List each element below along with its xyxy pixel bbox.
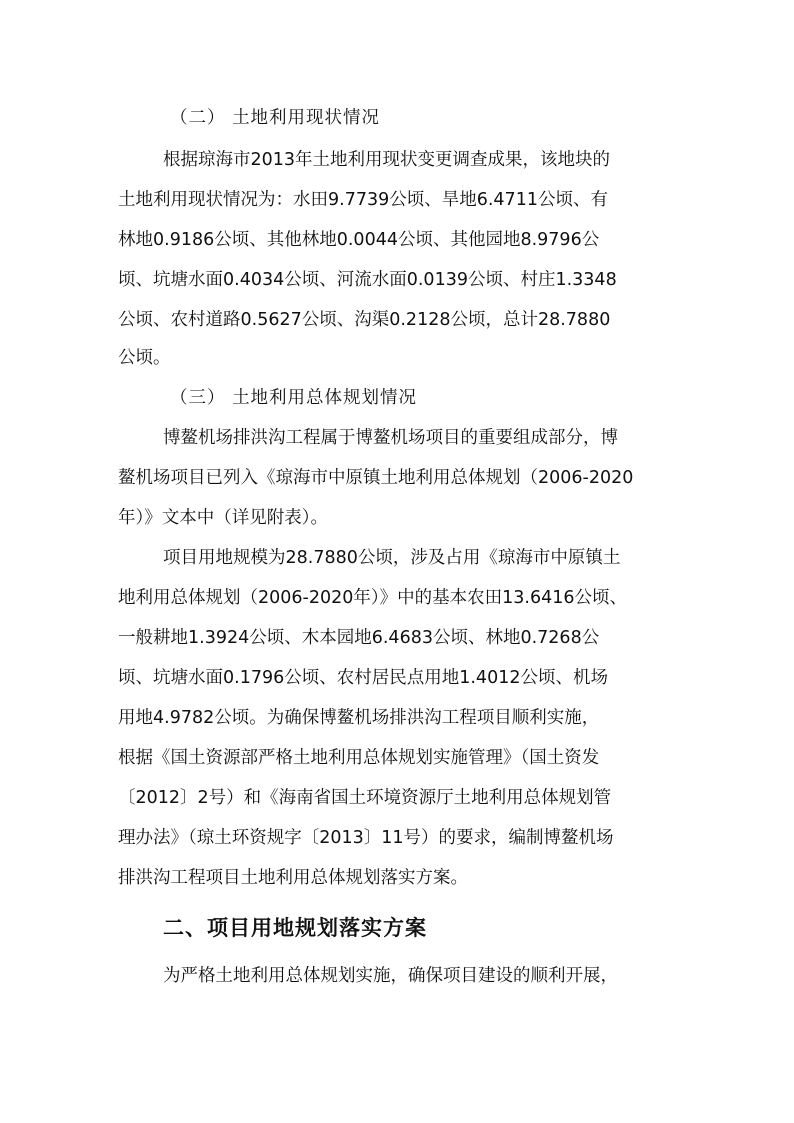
paragraph-line: 项目用地规模为28.7880公顷，涉及占用《琼海市中原镇土 — [163, 548, 621, 568]
section-heading-land-use-plan: （三） 土地利用总体规划情况 — [170, 388, 418, 408]
paragraph-line: 理办法》（琼土环资规字〔2013〕11号）的要求，编制博鳌机场 — [118, 828, 614, 848]
paragraph-line: 博鳌机场排洪沟工程属于博鳌机场项目的重要组成部分，博 — [163, 428, 618, 448]
chapter-heading: 二、项目用地规划落实方案 — [163, 916, 427, 940]
paragraph-line: 公顷。 — [118, 348, 171, 368]
paragraph-line: 地利用总体规划（2006-2020年）》中的基本农田13.6416公顷、 — [118, 588, 628, 608]
paragraph-line: 排洪沟工程项目土地利用总体规划落实方案。 — [118, 868, 468, 888]
paragraph-line: 用地4.9782公顷。为确保博鳌机场排洪沟工程项目顺利实施， — [118, 708, 600, 728]
paragraph-line: 林地0.9186公顷、其他林地0.0044公顷、其他园地8.9796公 — [118, 230, 600, 250]
paragraph-line: 为严格土地利用总体规划实施，确保项目建设的顺利开展， — [163, 966, 618, 986]
paragraph-line: 一般耕地1.3924公顷、木本园地6.4683公顷、林地0.7268公 — [118, 628, 600, 648]
paragraph-line: 顷、坑塘水面0.4034公顷、河流水面0.0139公顷、村庄1.3348 — [118, 270, 617, 290]
section-heading-land-use-status: （二） 土地利用现状情况 — [170, 108, 381, 128]
paragraph-line: 公顷、农村道路0.5627公顷、沟渠0.2128公顷，总计28.7880 — [118, 310, 611, 330]
paragraph-line: 〔2012〕2号）和《海南省国土环境资源厅土地利用总体规划管 — [118, 788, 612, 808]
paragraph-line: 鳌机场项目已列入《琼海市中原镇土地利用总体规划（2006-2020 — [118, 468, 634, 488]
paragraph-line: 顷、坑塘水面0.1796公顷、农村居民点用地1.4012公顷、机场 — [118, 668, 608, 688]
paragraph-line: 根据《国土资源部严格土地利用总体规划实施管理》（国土资发 — [118, 748, 600, 768]
paragraph-line: 土地利用现状情况为：水田9.7739公顷、旱地6.4711公顷、有 — [118, 190, 608, 210]
paragraph-line: 年）》文本中（详见附表）。 — [118, 508, 328, 528]
paragraph-line: 根据琼海市2013年土地利用现状变更调查成果，该地块的 — [163, 150, 611, 170]
